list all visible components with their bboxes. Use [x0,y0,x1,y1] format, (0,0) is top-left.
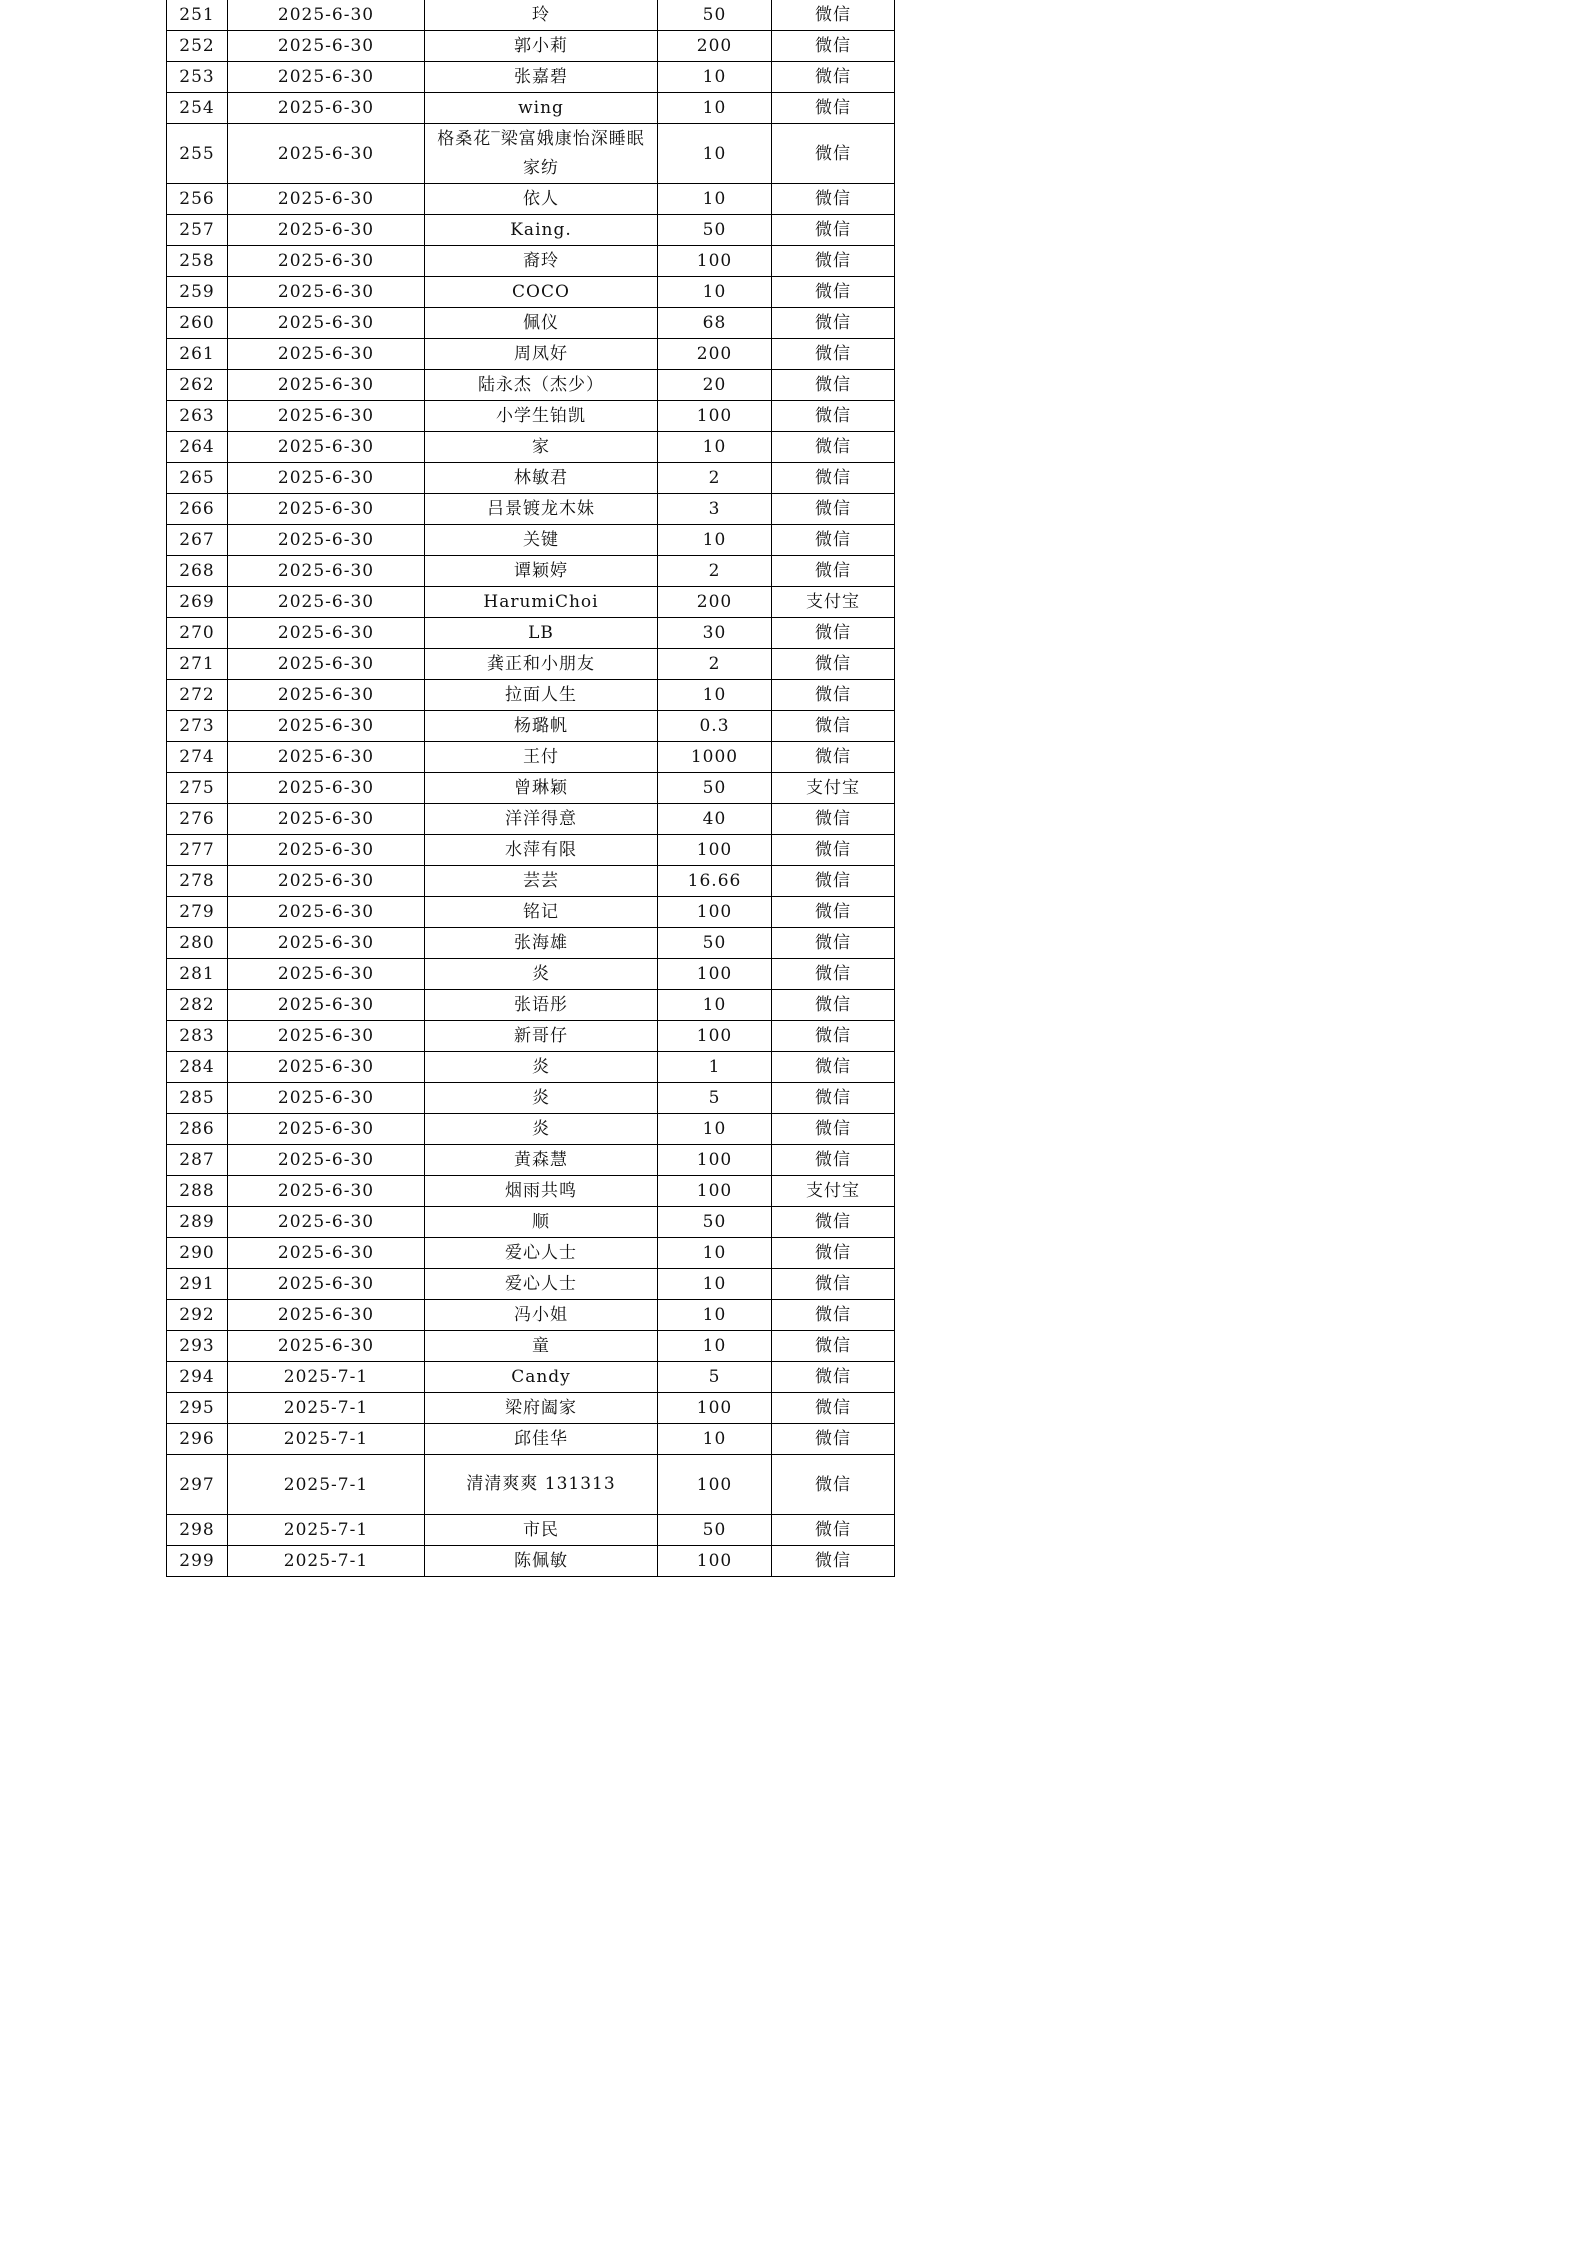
date-cell: 2025-6-30 [228,959,425,990]
date-cell: 2025-6-30 [228,835,425,866]
date-cell: 2025-6-30 [228,62,425,93]
table-row [167,432,895,463]
row-number-cell: 283 [167,1021,228,1052]
table-row [167,339,895,370]
row-number-cell: 296 [167,1424,228,1455]
amount-cell: 10 [658,525,772,556]
payment-method-cell: 微信 [772,62,895,93]
table-row [167,1114,895,1145]
row-number-cell: 270 [167,618,228,649]
amount-cell: 10 [658,432,772,463]
row-number-cell: 252 [167,31,228,62]
table-row [167,401,895,432]
row-number-cell: 267 [167,525,228,556]
row-number-cell: 271 [167,649,228,680]
date-cell: 2025-7-1 [228,1362,425,1393]
amount-cell: 10 [658,184,772,215]
donor-name-cell: 邱佳华 [425,1424,658,1455]
payment-method-cell: 微信 [772,835,895,866]
donor-name-cell: COCO [425,277,658,308]
date-cell: 2025-6-30 [228,1300,425,1331]
payment-method-cell: 微信 [772,990,895,1021]
row-number-cell: 268 [167,556,228,587]
donor-name-cell: HarumiChoi [425,587,658,618]
amount-cell: 50 [658,0,772,31]
date-cell: 2025-6-30 [228,773,425,804]
donor-name-cell: 周凤好 [425,339,658,370]
date-cell: 2025-6-30 [228,246,425,277]
donor-name-cell: 冯小姐 [425,1300,658,1331]
row-number-cell: 260 [167,308,228,339]
amount-cell: 100 [658,897,772,928]
row-number-cell: 298 [167,1515,228,1546]
payment-method-cell: 微信 [772,680,895,711]
payment-method-cell: 微信 [772,246,895,277]
date-cell: 2025-7-1 [228,1393,425,1424]
donor-name-cell: 水萍有限 [425,835,658,866]
donor-name-cell: 依人 [425,184,658,215]
donor-name-cell: 龚正和小朋友 [425,649,658,680]
date-cell: 2025-6-30 [228,897,425,928]
date-cell: 2025-6-30 [228,339,425,370]
table-row [167,1145,895,1176]
payment-method-cell: 微信 [772,959,895,990]
payment-method-cell: 微信 [772,1393,895,1424]
date-cell: 2025-6-30 [228,1207,425,1238]
payment-method-cell: 微信 [772,184,895,215]
table-row [167,804,895,835]
donor-name-cell: 黄森慧 [425,1145,658,1176]
date-cell: 2025-6-30 [228,432,425,463]
table-row [167,370,895,401]
donor-name-cell: 新哥仔 [425,1021,658,1052]
row-number-cell: 261 [167,339,228,370]
amount-cell: 100 [658,401,772,432]
row-number-cell: 291 [167,1269,228,1300]
table-row [167,649,895,680]
amount-cell: 10 [658,93,772,124]
date-cell: 2025-6-30 [228,401,425,432]
amount-cell: 5 [658,1083,772,1114]
table-row [167,866,895,897]
table-row [167,1083,895,1114]
date-cell: 2025-7-1 [228,1455,425,1515]
donor-name-cell: 顺 [425,1207,658,1238]
payment-method-cell: 微信 [772,1331,895,1362]
donor-name-cell: 清清爽爽 131313 [425,1455,658,1515]
payment-method-cell: 微信 [772,1021,895,1052]
amount-cell: 2 [658,556,772,587]
table-row [167,773,895,804]
date-cell: 2025-6-30 [228,742,425,773]
donor-name-cell: 张语彤 [425,990,658,1021]
payment-method-cell: 微信 [772,494,895,525]
row-number-cell: 265 [167,463,228,494]
donor-name-cell: 烟雨共鸣 [425,1176,658,1207]
donor-name-cell: 爱心人士 [425,1269,658,1300]
row-number-cell: 295 [167,1393,228,1424]
table-row [167,587,895,618]
payment-method-cell: 支付宝 [772,1176,895,1207]
table-row [167,1300,895,1331]
amount-cell: 50 [658,773,772,804]
donor-name-cell: 梁府阖家 [425,1393,658,1424]
donor-name-cell: 爱心人士 [425,1238,658,1269]
payment-method-cell: 微信 [772,649,895,680]
amount-cell: 50 [658,928,772,959]
row-number-cell: 286 [167,1114,228,1145]
row-number-cell: 292 [167,1300,228,1331]
date-cell: 2025-6-30 [228,93,425,124]
payment-method-cell: 微信 [772,1207,895,1238]
date-cell: 2025-6-30 [228,804,425,835]
date-cell: 2025-6-30 [228,184,425,215]
amount-cell: 20 [658,370,772,401]
amount-cell: 2 [658,463,772,494]
row-number-cell: 284 [167,1052,228,1083]
donor-name-cell: 拉面人生 [425,680,658,711]
table-row [167,62,895,93]
donor-name-cell: 炎 [425,1052,658,1083]
date-cell: 2025-6-30 [228,525,425,556]
amount-cell: 68 [658,308,772,339]
row-number-cell: 257 [167,215,228,246]
row-number-cell: 281 [167,959,228,990]
table-row [167,124,895,184]
payment-method-cell: 微信 [772,401,895,432]
payment-method-cell: 微信 [772,618,895,649]
date-cell: 2025-7-1 [228,1546,425,1577]
table-row [167,1546,895,1577]
row-number-cell: 264 [167,432,228,463]
row-number-cell: 277 [167,835,228,866]
date-cell: 2025-6-30 [228,370,425,401]
amount-cell: 5 [658,1362,772,1393]
amount-cell: 10 [658,1114,772,1145]
payment-method-cell: 微信 [772,928,895,959]
table-row [167,928,895,959]
donor-name-cell: 芸芸 [425,866,658,897]
amount-cell: 10 [658,1300,772,1331]
row-number-cell: 258 [167,246,228,277]
donor-name-cell: 张海雄 [425,928,658,959]
donor-name-cell: 林敏君 [425,463,658,494]
row-number-cell: 287 [167,1145,228,1176]
row-number-cell: 293 [167,1331,228,1362]
row-number-cell: 276 [167,804,228,835]
amount-cell: 16.66 [658,866,772,897]
donor-name-cell: 裔玲 [425,246,658,277]
amount-cell: 100 [658,959,772,990]
payment-method-cell: 微信 [772,1145,895,1176]
donor-name-cell: 佩仪 [425,308,658,339]
row-number-cell: 253 [167,62,228,93]
table-row [167,0,895,31]
payment-method-cell: 微信 [772,308,895,339]
table-row [167,93,895,124]
payment-method-cell: 微信 [772,277,895,308]
row-number-cell: 282 [167,990,228,1021]
date-cell: 2025-6-30 [228,866,425,897]
amount-cell: 10 [658,1424,772,1455]
date-cell: 2025-6-30 [228,124,425,184]
payment-method-cell: 微信 [772,1300,895,1331]
payment-method-cell: 微信 [772,93,895,124]
date-cell: 2025-7-1 [228,1515,425,1546]
payment-method-cell: 微信 [772,1546,895,1577]
date-cell: 2025-6-30 [228,494,425,525]
payment-method-cell: 微信 [772,1455,895,1515]
row-number-cell: 297 [167,1455,228,1515]
amount-cell: 100 [658,1546,772,1577]
table-row [167,1269,895,1300]
amount-cell: 10 [658,62,772,93]
donor-name-cell: Candy [425,1362,658,1393]
date-cell: 2025-6-30 [228,1238,425,1269]
row-number-cell: 288 [167,1176,228,1207]
row-number-cell: 290 [167,1238,228,1269]
amount-cell: 10 [658,1331,772,1362]
date-cell: 2025-6-30 [228,31,425,62]
donor-name-cell: 张嘉碧 [425,62,658,93]
row-number-cell: 263 [167,401,228,432]
payment-method-cell: 微信 [772,0,895,31]
payment-method-cell: 微信 [772,1269,895,1300]
row-number-cell: 251 [167,0,228,31]
table-row [167,556,895,587]
donor-name-cell: 炎 [425,1083,658,1114]
payment-method-cell: 微信 [772,339,895,370]
donor-name-cell: 曾琳颖 [425,773,658,804]
amount-cell: 100 [658,1393,772,1424]
row-number-cell: 275 [167,773,228,804]
table-row [167,680,895,711]
row-number-cell: 272 [167,680,228,711]
amount-cell: 0.3 [658,711,772,742]
payment-method-cell: 微信 [772,711,895,742]
table-row [167,1238,895,1269]
payment-method-cell: 微信 [772,1362,895,1393]
payment-method-cell: 微信 [772,432,895,463]
amount-cell: 50 [658,215,772,246]
date-cell: 2025-6-30 [228,680,425,711]
amount-cell: 10 [658,277,772,308]
date-cell: 2025-6-30 [228,463,425,494]
donor-name-cell: 杨璐帆 [425,711,658,742]
table-row [167,1515,895,1546]
payment-method-cell: 微信 [772,1515,895,1546]
payment-method-cell: 微信 [772,897,895,928]
amount-cell: 30 [658,618,772,649]
date-cell: 2025-6-30 [228,1052,425,1083]
row-number-cell: 274 [167,742,228,773]
amount-cell: 100 [658,1176,772,1207]
donor-name-cell: 玲 [425,0,658,31]
row-number-cell: 278 [167,866,228,897]
table-row [167,897,895,928]
row-number-cell: 289 [167,1207,228,1238]
row-number-cell: 266 [167,494,228,525]
table-row [167,618,895,649]
row-number-cell: 294 [167,1362,228,1393]
donor-name-cell: 陈佩敏 [425,1546,658,1577]
amount-cell: 10 [658,990,772,1021]
row-number-cell: 285 [167,1083,228,1114]
amount-cell: 2 [658,649,772,680]
donor-name-cell: 炎 [425,959,658,990]
date-cell: 2025-6-30 [228,587,425,618]
amount-cell: 100 [658,1021,772,1052]
date-cell: 2025-6-30 [228,0,425,31]
table-row [167,246,895,277]
payment-method-cell: 支付宝 [772,773,895,804]
amount-cell: 100 [658,1145,772,1176]
table-row [167,711,895,742]
payment-method-cell: 微信 [772,124,895,184]
date-cell: 2025-6-30 [228,1114,425,1145]
table-row [167,1331,895,1362]
table-row [167,1021,895,1052]
payment-method-cell: 微信 [772,1114,895,1145]
donor-name-cell: 铭记 [425,897,658,928]
date-cell: 2025-6-30 [228,1176,425,1207]
payment-method-cell: 微信 [772,804,895,835]
payment-method-cell: 微信 [772,31,895,62]
date-cell: 2025-6-30 [228,1331,425,1362]
payment-method-cell: 微信 [772,463,895,494]
date-cell: 2025-6-30 [228,618,425,649]
date-cell: 2025-7-1 [228,1424,425,1455]
amount-cell: 3 [658,494,772,525]
row-number-cell: 255 [167,124,228,184]
table-row [167,308,895,339]
amount-cell: 40 [658,804,772,835]
donor-name-cell: 市民 [425,1515,658,1546]
donor-name-cell: 洋洋得意 [425,804,658,835]
table-body [167,0,895,1577]
row-number-cell: 254 [167,93,228,124]
table-row [167,1176,895,1207]
payment-method-cell: 微信 [772,525,895,556]
donor-name-cell: wing [425,93,658,124]
table-row [167,1393,895,1424]
date-cell: 2025-6-30 [228,649,425,680]
amount-cell: 200 [658,31,772,62]
table-row [167,1052,895,1083]
payment-method-cell: 支付宝 [772,587,895,618]
amount-cell: 10 [658,124,772,184]
date-cell: 2025-6-30 [228,308,425,339]
table-row [167,494,895,525]
payment-method-cell: 微信 [772,742,895,773]
donor-name-cell: 格桑花‾梁富娥康怡深睡眠家纺 [425,124,658,184]
date-cell: 2025-6-30 [228,1021,425,1052]
amount-cell: 100 [658,246,772,277]
table-row [167,525,895,556]
payment-method-cell: 微信 [772,1083,895,1114]
date-cell: 2025-6-30 [228,711,425,742]
donor-name-cell: 陆永杰（杰少） [425,370,658,401]
amount-cell: 1 [658,1052,772,1083]
amount-cell: 10 [658,1238,772,1269]
amount-cell: 50 [658,1207,772,1238]
table-row [167,463,895,494]
payment-method-cell: 微信 [772,556,895,587]
amount-cell: 100 [658,1455,772,1515]
date-cell: 2025-6-30 [228,277,425,308]
row-number-cell: 262 [167,370,228,401]
date-cell: 2025-6-30 [228,1269,425,1300]
donor-name-cell: 童 [425,1331,658,1362]
date-cell: 2025-6-30 [228,990,425,1021]
amount-cell: 200 [658,339,772,370]
amount-cell: 10 [658,1269,772,1300]
date-cell: 2025-6-30 [228,1145,425,1176]
table-row [167,1362,895,1393]
table-row [167,215,895,246]
payment-method-cell: 微信 [772,1052,895,1083]
date-cell: 2025-6-30 [228,1083,425,1114]
table-row [167,277,895,308]
row-number-cell: 273 [167,711,228,742]
payment-method-cell: 微信 [772,1238,895,1269]
table-row [167,959,895,990]
donor-name-cell: 小学生铂凯 [425,401,658,432]
row-number-cell: 269 [167,587,228,618]
donor-name-cell: 炎 [425,1114,658,1145]
amount-cell: 1000 [658,742,772,773]
date-cell: 2025-6-30 [228,928,425,959]
table-row [167,1424,895,1455]
table-row [167,184,895,215]
payment-method-cell: 微信 [772,215,895,246]
payment-method-cell: 微信 [772,370,895,401]
table-row [167,835,895,866]
donor-name-cell: 家 [425,432,658,463]
payment-method-cell: 微信 [772,866,895,897]
table-row [167,1207,895,1238]
donor-name-cell: 王付 [425,742,658,773]
row-number-cell: 280 [167,928,228,959]
table-row [167,742,895,773]
amount-cell: 100 [658,835,772,866]
donor-name-cell: LB [425,618,658,649]
donor-name-cell: 吕景镀龙木妹 [425,494,658,525]
donor-name-cell: Kaing. [425,215,658,246]
table-row [167,990,895,1021]
row-number-cell: 299 [167,1546,228,1577]
payment-method-cell: 微信 [772,1424,895,1455]
donation-table [166,0,895,1577]
row-number-cell: 259 [167,277,228,308]
donor-name-cell: 郭小莉 [425,31,658,62]
table-row [167,31,895,62]
donor-name-cell: 关键 [425,525,658,556]
amount-cell: 10 [658,680,772,711]
table-row [167,1455,895,1515]
row-number-cell: 256 [167,184,228,215]
amount-cell: 200 [658,587,772,618]
amount-cell: 50 [658,1515,772,1546]
date-cell: 2025-6-30 [228,215,425,246]
donor-name-cell: 谭颖婷 [425,556,658,587]
date-cell: 2025-6-30 [228,556,425,587]
row-number-cell: 279 [167,897,228,928]
